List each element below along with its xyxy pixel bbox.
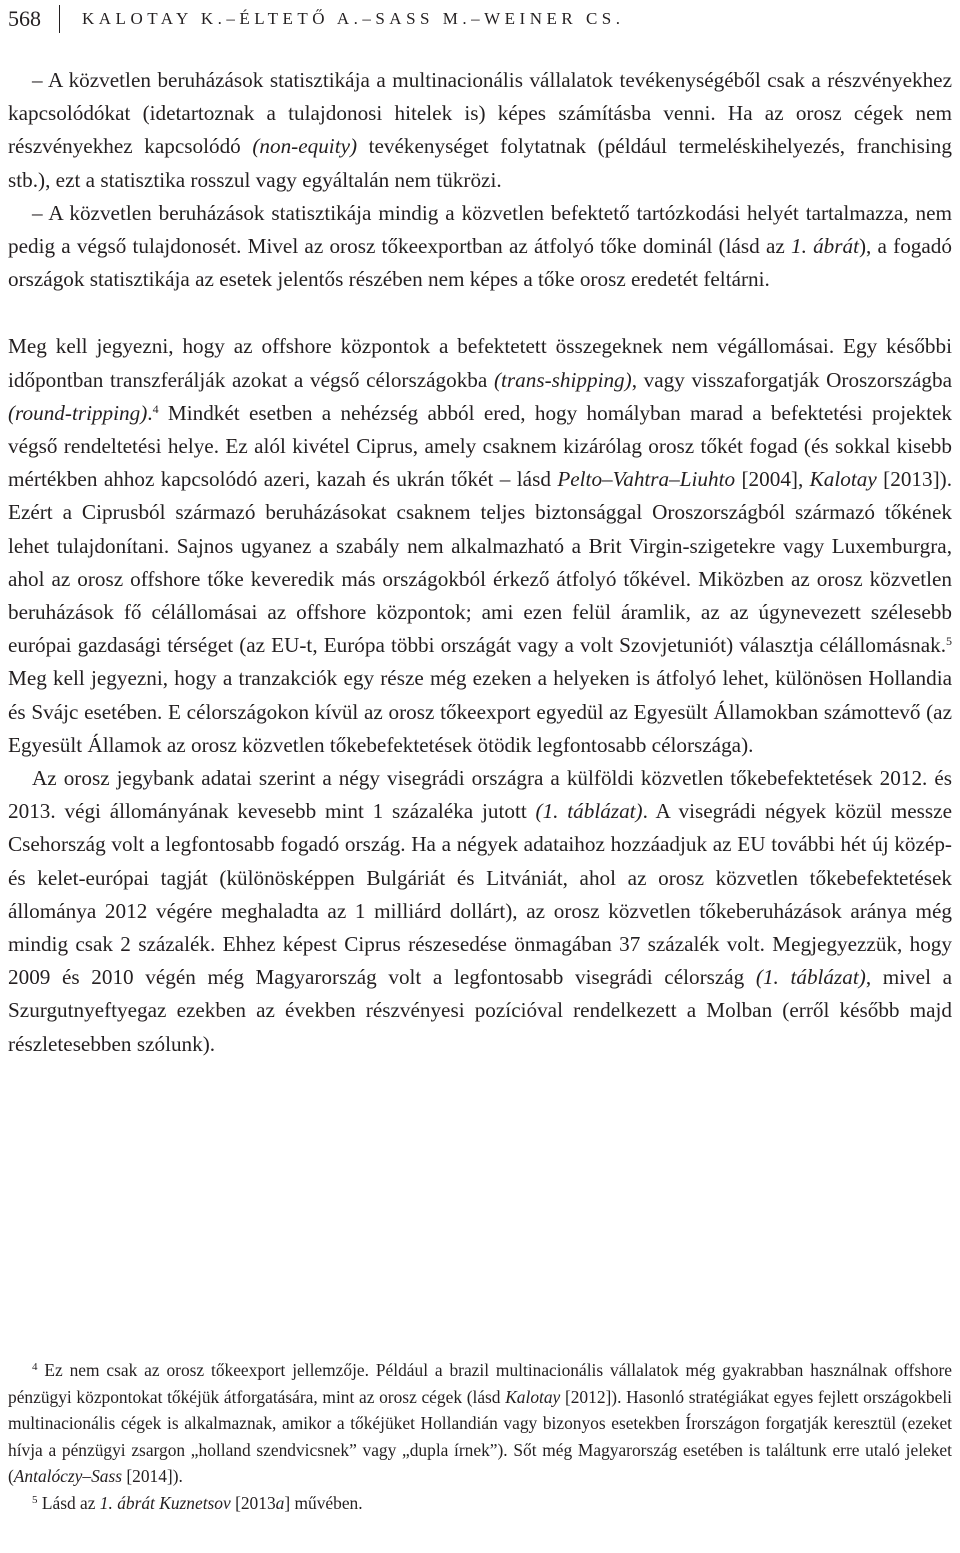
paragraph-offshore: Meg kell jegyezni, hogy az offshore központok a befektetett összegeknek nem végállomásai. Egy későbbi időpontban transzferálják azokat a végső célországokba (trans-shipping), vagy visszaforgatják Oroszországba (round-tripping).$^4$ Mindkét esetben a nehézség abból ered, hogy homályban marad a befektetési projektek végső rendeltetési helye. Ez alól kivétel Ciprus, amely csaknem kizárólag orosz tőkét fogad (és sokkal kisebb mértékben ahhoz kapcsolódó azeri, kazah és ukrán tőkét – lásd Pelto–Vahtra–Liuhto [2004], Kalotay [2013]). Ezért a Ciprusból származó beruházásokat csaknem teljes biztonsággal Oroszországból származó tőkének lehet tulajdonítani. Sajnos ugyanez a szabály nem alkalmazható a Brit Virgin-szigetekre vagy Luxemburgra, ahol az orosz offshore tőke keveredik más országokból érkező átfolyó tőkével. Miközben az orosz közvetlen beruházások fő célállomásai az offshore központok; ami ezen felül áramlik, az az úgynevezett szélesebb európai gazdasági térséget (az EU-t, Európa többi országát vagy a volt Szovjetuniót) választja célállomásnak.$^5$ Meg kell jegyezni, hogy a tranzakciók egy része még ezeken a helyeken is átfolyó lehet, különösen Hollandia és Svájc esetében. E célországokon kívül az orosz tőkeexport egyedül az Egyesült Államokban számottevő (az Egyesült Államok az orosz közvetlen tőkebefektetések ötödik legfontosabb célországa). xyxy=(8,334,953,757)
body-text xyxy=(8,64,952,1061)
footnote-5: $^5$ Lásd az 1. ábrát Kuznetsov [2013a] művében. xyxy=(32,1492,363,1513)
footnote-ref-5[interactable]: 5 xyxy=(946,634,952,649)
footnotes xyxy=(8,1357,952,1517)
paragraph-visegrad: Az orosz jegybank adatai szerint a négy visegrádi országra a külföldi közvetlen tőkebefektetések 2012. és 2013. végi állományának kevesebb mint 1 százaléka jutott (1. táblázat). A visegrádi négyek közül messze Csehország volt a legfontosabb fogadó ország. Ha a négyek adataihoz hozzáadjuk az EU további hét új közép- és kelet-európai tagját (különösképpen Bulgáriát és Litvániát, ahol az orosz közvetlen tőkebefektetések állománya 2012 végére meghaladta az 1 milliárd dollárt), az orosz közvetlen tőkeberuházások aránya még mindig csak 2 százalék. Ehhez képest Ciprus részesedése önmagában 37 százalék volt. Megjegyezzük, hogy 2009 és 2010 végén még Magyarország volt a legfontosabb visegrádi célország (1. táblázat), mivel a Szurgutnyeftyegaz ezekben az években részvényesi pozícióval rendelkezett a Molban (erről később majd részletesebben szólunk). xyxy=(8,766,952,1056)
footnote-number-5: 5 xyxy=(32,1493,38,1506)
page-header xyxy=(8,4,625,34)
footnote-4: $^4$ Ez nem csak az orosz tőkeexport jellemzője. Például a brazil multinacionális vállalatok még gyakrabban használnak offshore pénzügyi központokat tőkéjük átforgatására, mint az orosz cégek (lásd Kalotay [2012]). Hasonló stratégiákat egyes fejlett országokbeli multinacionális cégek is alkalmaznak, amikor a tőkéjüket Hollandián vagy bizonyos esetekben Írországon forgatják keresztül (ezeket hívja a pénzügyi zsargon „holland szendvicsnek” vagy „dupla írnek”). Sőt még Magyarország esetében is találtunk erre utaló jeleket (Antalóczy–Sass [2014]). xyxy=(8,1360,952,1487)
footnote-ref-4[interactable]: 4 xyxy=(152,401,159,416)
header-divider xyxy=(59,5,60,33)
paragraph-list-item-2: – A közvetlen beruházások statisztikája mindig a közvetlen befektető tartózkodási helyét tartalmazza, nem pedig a végső tulajdonosét. Mivel az orosz tőkeexportban az átfolyó tőke dominál (lásd az 1. ábrát), a fogadó országok statisztikája az esetek jelentős részében nem képes a tőke orosz eredetét feltárni. xyxy=(8,200,952,292)
running-head-authors: KALOTAY K.–ÉLTETŐ A.–SASS M.–WEINER CS. xyxy=(82,9,625,28)
paragraph-list-item-1: – A közvetlen beruházások statisztikája a multinacionális vállalatok tevékenységéből csak a részvényekhez kapcsolódókat (idetartoznak a tulajdonosi hitelek is) képes számításba venni. Ha az orosz cégek nem részvényekhez kapcsolódó (non-equity) tevékenységet folytatnak (például termeléskihelyezés, franchising stb.), ezt a statisztika rosszul vagy egyáltalán nem tükrözi. xyxy=(8,68,952,192)
footnote-number-4: 4 xyxy=(32,1361,38,1373)
page-number: 568 xyxy=(8,6,41,31)
